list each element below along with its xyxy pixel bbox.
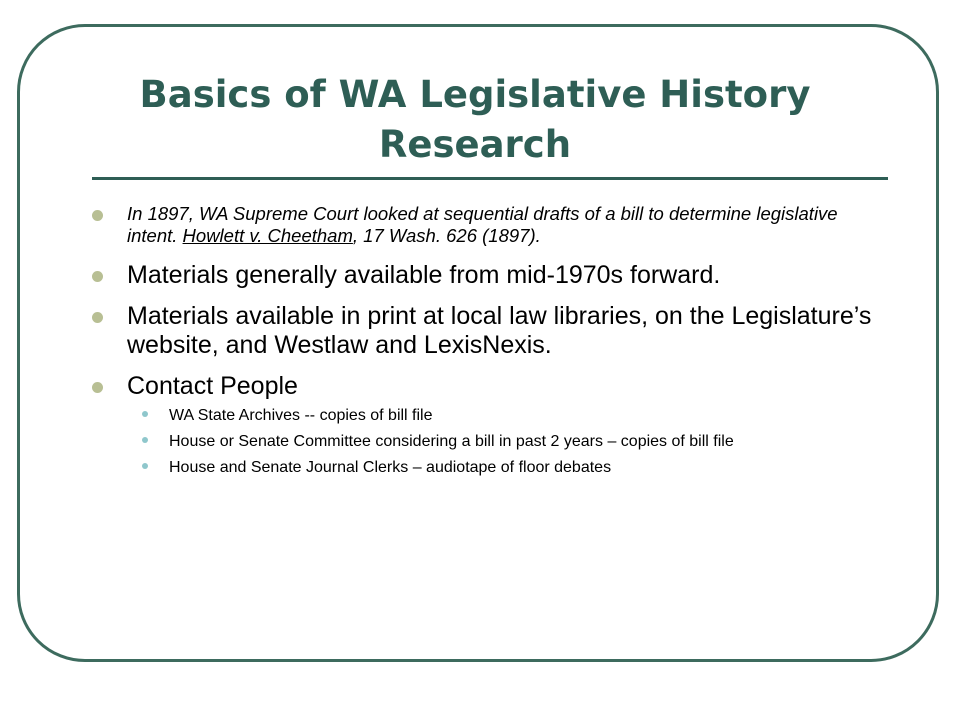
sub-bullet-dot-icon: [142, 411, 148, 417]
sub-bullet-item: [127, 433, 892, 451]
bullet-item: [92, 203, 892, 247]
sub-bullet-item: [127, 407, 892, 425]
sub-bullet-text: House and Senate Journal Clerks – audiotape of floor debates: [169, 459, 612, 476]
bullet-text: In 1897, WA Supreme Court looked at sequential drafts of a bill to determine legislative intent.: [127, 203, 838, 246]
sub-bullet-item: [127, 459, 892, 477]
case-citation: Howlett v. Cheetham: [182, 225, 353, 246]
bullet-text: Contact People: [127, 372, 298, 400]
bullet-item: [92, 261, 892, 290]
bullet-item: [92, 302, 892, 360]
bullet-text: Materials available in print at local law libraries, on the Legislature’s website, and Westlaw and LexisNexis.: [127, 302, 872, 359]
bullet-list: [92, 203, 892, 489]
bullet-text: Materials generally available from mid-1970s forward.: [127, 261, 721, 289]
sub-bullet-text: WA State Archives -- copies of bill file: [169, 407, 433, 424]
slide-title: Basics of WA Legislative History Research: [139, 73, 811, 166]
bullet-item: [92, 372, 892, 477]
sub-bullet-list: [127, 407, 892, 477]
bullet-dot-icon: [92, 210, 103, 221]
sub-bullet-text: House or Senate Committee considering a bill in past 2 years – copies of bill file: [169, 433, 734, 450]
title-divider: [92, 177, 888, 180]
sub-bullet-dot-icon: [142, 437, 148, 443]
bullet-dot-icon: [92, 382, 103, 393]
bullet-dot-icon: [92, 271, 103, 282]
bullet-text: , 17 Wash. 626 (1897).: [352, 225, 541, 246]
bullet-dot-icon: [92, 312, 103, 323]
sub-bullet-dot-icon: [142, 463, 148, 469]
